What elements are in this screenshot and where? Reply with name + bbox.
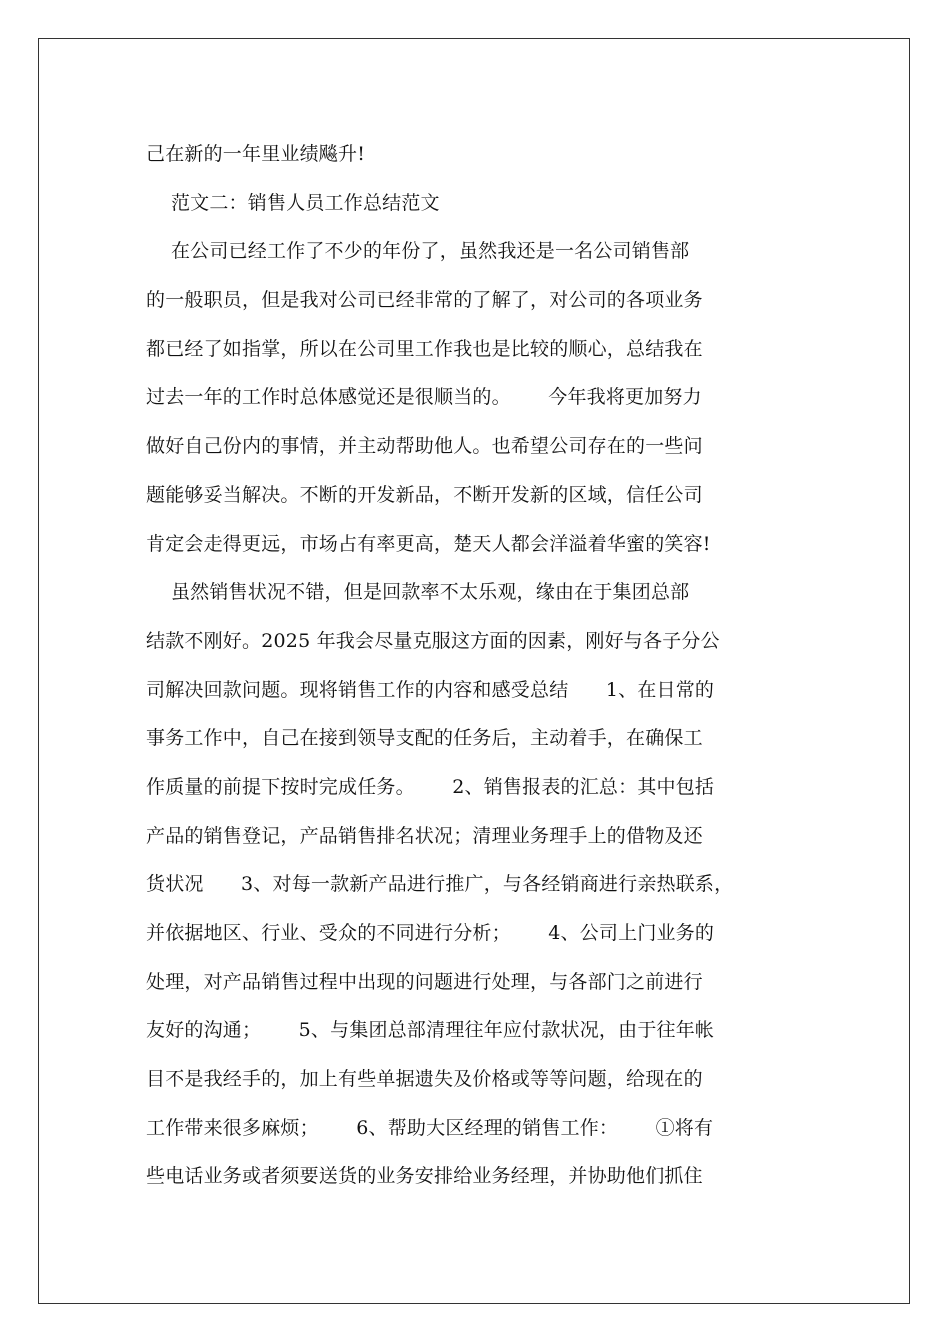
text-line-1: 己在新的一年里业绩飚升!: [146, 143, 366, 165]
text-line-22: 些电话业务或者须要送货的业务安排给业务经理，并协助他们抓住: [146, 1165, 703, 1188]
text-line-17: 并依据地区、行业、受众的不同进行分析； 4、公司上门业务的: [146, 922, 715, 944]
text-line-10: 虽然销售状况不错，但是回款率不太乐观，缘由在于集团总部: [146, 581, 690, 604]
text-line-15: 产品的销售登记，产品销售排名状况；清理业务理手上的借物及还: [146, 824, 703, 847]
text-line-20: 目不是我经手的，加上有些单据遗失及价格或等等问题，给现在的: [146, 1068, 703, 1091]
text-line-5: 都已经了如指掌，所以在公司里工作我也是比较的顺心，总结我在: [146, 337, 703, 360]
text-line-18: 处理，对产品销售过程中出现的问题进行处理，与各部门之前进行: [146, 970, 703, 993]
text-line-9: 肯定会走得更远，市场占有率更高，楚天人都会洋溢着华蜜的笑容!: [146, 532, 711, 555]
text-line-4: 的一般职员，但是我对公司已经非常的了解了，对公司的各项业务: [146, 289, 703, 312]
text-line-7: 做好自己份内的事情，并主动帮助他人。也希望公司存在的一些问: [146, 435, 703, 458]
text-line-13: 事务工作中，自己在接到领导支配的任务后，主动着手，在确保工: [146, 727, 703, 750]
text-line-3: 在公司已经工作了不少的年份了，虽然我还是一名公司销售部: [146, 240, 690, 263]
text-line-19: 友好的沟通； 5、与集团总部清理往年应付款状况，由于往年帐: [146, 1019, 715, 1042]
text-line-8: 题能够妥当解决。不断的开发新品，不断开发新的区域，信任公司: [146, 483, 703, 506]
text-line-16: 货状况 3、对每一款新产品进行推广，与各经销商进行亲热联系，: [146, 873, 734, 896]
section-heading: 范文二：销售人员工作总结范文: [146, 191, 440, 214]
text-line-6: 过去一年的工作时总体感觉还是很顺当的。 今年我将更加努力: [146, 386, 702, 409]
text-line-14: 作质量的前提下按时完成任务。 2、销售报表的汇总：其中包括: [146, 775, 715, 798]
text-line-12: 司解决回款问题。现将销售工作的内容和感受总结 1、在日常的: [146, 678, 715, 701]
document-body: [146, 130, 812, 1201]
text-line-21: 工作带来很多麻烦； 6、帮助大区经理的销售工作： ①将有: [146, 1116, 714, 1139]
text-line-11: 结款不刚好。2025 年我会尽量克服这方面的因素，刚好与各子分公: [146, 629, 720, 652]
